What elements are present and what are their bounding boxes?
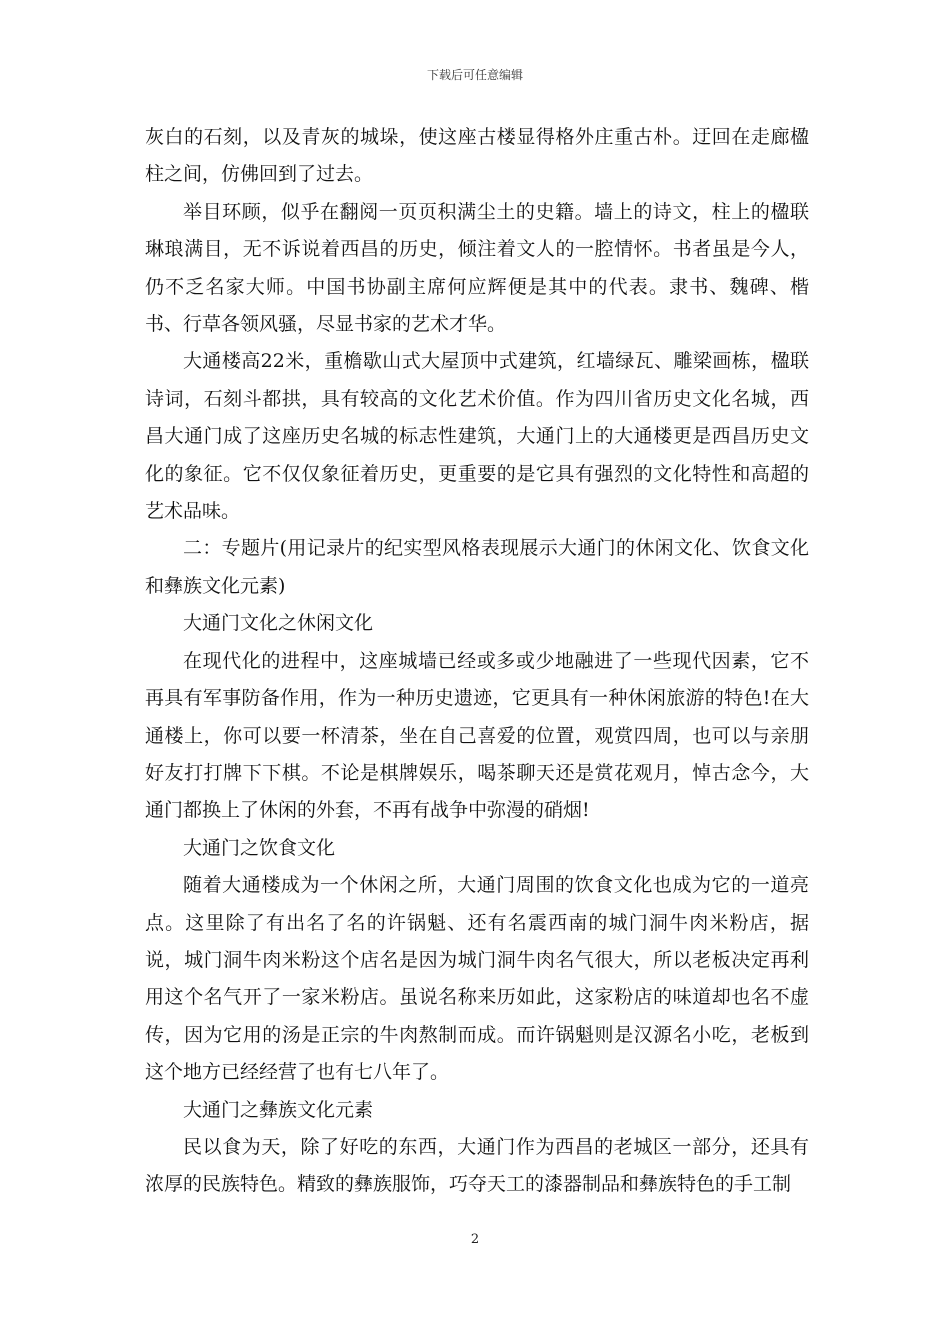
document-body	[145, 119, 809, 1204]
paragraph-continuation: 灰白的石刻，以及青灰的城垛，使这座古楼显得格外庄重古朴。迂回在走廊楹柱之间，仿佛回到了过去。	[145, 126, 809, 186]
heading-yi-culture: 大通门之彝族文化元素	[183, 1098, 374, 1121]
paragraph-section-two: 二：专题片(用记录片的纪实型风格表现展示大通门的休闲文化、饮食文化和彝族文化元素)	[145, 537, 809, 597]
paragraph-datong-tower: 大通楼高22米，重檐歇山式大屋顶中式建筑，红墙绿瓦、雕梁画栋，楹联诗词，石刻斗都拱，具有较高的文化艺术价值。作为四川省历史文化名城，西昌大通门成了这座历史名城的标志性建筑，大通门上的大通楼更是西昌历史文化的象征。它不仅仅象征着历史，更重要的是它具有强烈的文化特性和高超的艺术品味。	[145, 350, 809, 523]
heading-leisure-culture: 大通门文化之休闲文化	[183, 612, 374, 635]
paragraph-leisure-culture: 在现代化的进程中，这座城墙已经或多或少地融进了一些现代因素，它不再具有军事防备作用，作为一种历史遗迹，它更具有一种休闲旅游的特色!在大通楼上，你可以要一杯清茶，坐在自己喜爱的位置，观赏四周，也可以与亲朋好友打打牌下下棋。不论是棋牌娱乐，喝茶聊天还是赏花观月，悼古念今，大通门都换上了休闲的外套，不再有战争中弥漫的硝烟!	[145, 649, 809, 822]
paragraph-yi-culture: 民以食为天，除了好吃的东西，大通门作为西昌的老城区一部分，还具有浓厚的民族特色。精致的彝族服饰，巧夺天工的漆器制品和彝族特色的手工制	[145, 1135, 809, 1196]
page-header: 下载后可任意编辑	[426, 68, 523, 82]
page-number: 2	[470, 1232, 480, 1247]
paragraph-calligraphy: 举目环顾，似乎在翻阅一页页积满尘土的史籍。墙上的诗文，柱上的楹联琳琅满目，无不诉说着西昌的历史，倾注着文人的一腔情怀。书者虽是今人，仍不乏名家大师。中国书协副主席何应辉便是其中的代表。隶书、魏碑、楷书、行草各领风骚，尽显书家的艺术才华。	[145, 200, 809, 336]
heading-food-culture: 大通门之饮食文化	[183, 836, 336, 859]
paragraph-food-culture: 随着大通楼成为一个休闲之所，大通门周围的饮食文化也成为它的一道亮点。这里除了有出名了名的许锅魁、还有名震西南的城门洞牛肉米粉店，据说，城门洞牛肉米粉这个店名是因为城门洞牛肉名气很大，所以老板决定再利用这个名气开了一家米粉店。虽说名称来历如此，这家粉店的味道却也名不虚传，因为它用的汤是正宗的牛肉熬制而成。而许锅魁则是汉源名小吃，老板到这个地方已经经营了也有七八年了。	[145, 874, 809, 1084]
